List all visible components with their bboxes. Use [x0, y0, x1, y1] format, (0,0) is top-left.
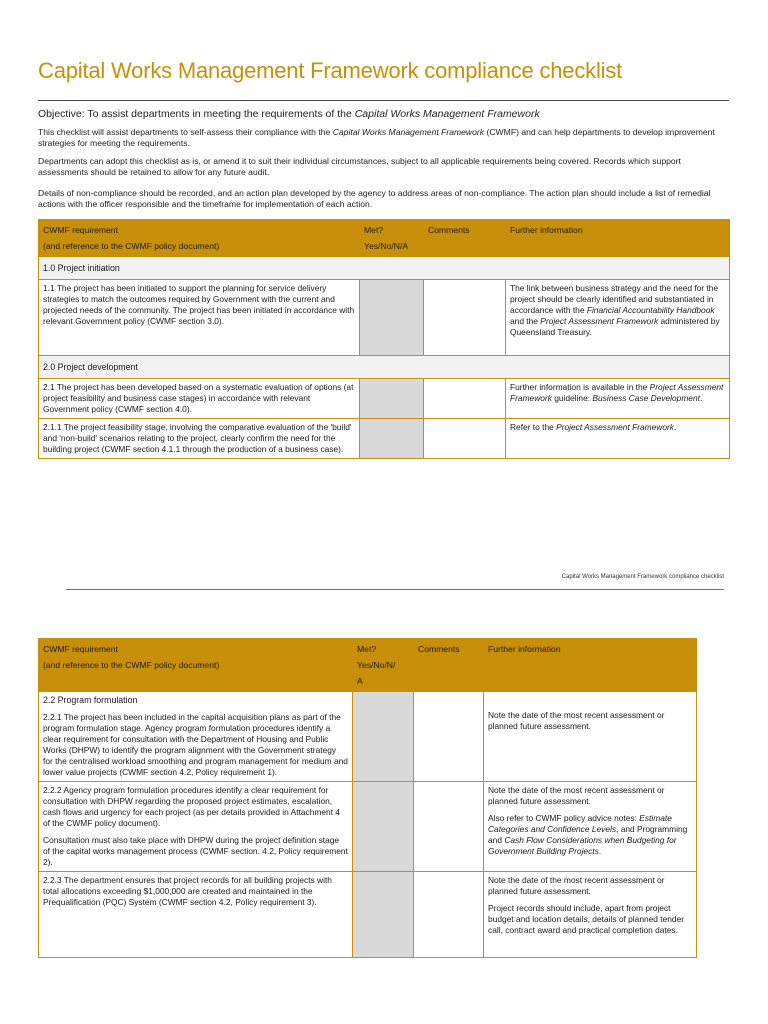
checklist-table-1 — [38, 219, 730, 459]
section-project-development: 2.0 Project development — [39, 356, 730, 379]
header-requirement-title: CWMF requirement — [43, 644, 118, 654]
comments-cell[interactable] — [424, 379, 506, 419]
table-header-row — [39, 220, 730, 257]
header-further-information: Further information — [506, 220, 730, 257]
info-text: Further information is available in the — [510, 382, 650, 392]
header-requirement-subtitle: (and reference to the CWMF policy document) — [43, 660, 220, 670]
running-header-rule — [66, 589, 724, 590]
header-met-options: Yes/No/N/A — [364, 241, 409, 251]
intro-paragraph-3: Details of non-compliance should be recorded, and an action plan developed by the agency to address areas of non-compliance. The action plan should include a list of remedial actions with the officer responsible and the timeframe for implementation of each action. — [38, 188, 711, 209]
comments-cell[interactable] — [424, 419, 506, 459]
requirement-cell: 1.1 The project has been initiated to support the planning for service delivery strategies to match the outcomes required by Government with the current and projected needs of the community. The project has been initiated in accordance with relevant Government policy (CWMF section 3.0). — [39, 280, 360, 356]
further-info-cell — [506, 379, 730, 419]
header-met-title: Met? — [357, 644, 377, 654]
info-italic: Project Assessment Framework — [556, 422, 674, 432]
info-italic: Financial Accountability Handbook — [586, 305, 715, 315]
table-row — [39, 280, 730, 356]
requirement-text: Consultation must also take place with DHPW during the project definition stage of the capital works management process (CWMF section. 4.2, Policy requirement 2). — [43, 835, 348, 867]
info-text: The link between business strategy and the need for the project should be clearly identified and substantiated in accordance with the — [510, 283, 719, 315]
info-text: and the — [510, 316, 541, 326]
table-header-row — [39, 639, 697, 692]
header-met-options-wrap: A — [357, 676, 363, 686]
comments-cell[interactable] — [414, 782, 484, 872]
checklist-table-2 — [38, 638, 697, 958]
header-requirement-title: CWMF requirement — [43, 225, 118, 235]
info-text: Note the date of the most recent assessment or planned future assessment. — [488, 785, 665, 806]
info-italic: Cash Flow Considerations when Budgeting for Government Building Projects — [488, 835, 677, 856]
intro-p1-text-b: (CWMF) and can help departments to develop improvement strategies for meeting the requirements. — [38, 127, 715, 148]
info-text: guideline: — [551, 393, 593, 403]
met-cell[interactable] — [353, 872, 414, 958]
met-cell[interactable] — [360, 419, 424, 459]
intro-p1-italic: Capital Works Management Framework — [332, 127, 485, 137]
further-info-cell — [484, 782, 697, 872]
header-further-information: Further information — [484, 639, 697, 692]
comments-cell[interactable] — [414, 692, 484, 782]
header-requirement — [39, 220, 360, 257]
info-text: Also refer to CWMF policy advice notes: — [488, 813, 640, 823]
met-cell[interactable] — [353, 692, 414, 782]
further-info-cell — [506, 419, 730, 459]
met-cell[interactable] — [360, 280, 424, 356]
comments-cell[interactable] — [414, 872, 484, 958]
intro-paragraph-1 — [38, 127, 728, 149]
further-info-cell — [484, 692, 697, 782]
requirement-text: 2.2.1 The project has been included in the capital acquisition plans as part of the program formulation stage. Agency program formulation procedures identify a clear requirement for consultation with the Department of Housing and Public Works (DHPW) to identify the program alignment with the Government strategy for the centralised workload smoothing and program management for medium and lower value projects (CWMF section 4.2, Policy requirement 1). — [43, 712, 348, 777]
objective-framework-name: Capital Works Management Framework — [354, 108, 540, 120]
info-text: . — [699, 393, 703, 403]
info-italic: Project Assessment Framework — [540, 316, 659, 326]
header-requirement — [39, 639, 353, 692]
table-row — [39, 419, 730, 459]
requirement-cell: 2.1.1 The project feasibility stage, involving the comparative evaluation of the 'build' and 'non-build' scenarios relating to the project, clearly confirm the need for the building project (CWMF section 4.1.1 through the production of a business case). — [39, 419, 360, 459]
info-text: . — [598, 846, 602, 856]
table-row — [39, 872, 697, 958]
section-program-formulation: 2.2 Program formulation — [43, 695, 138, 705]
info-text: administered by Queensland Treasury. — [510, 316, 720, 337]
info-text: . — [674, 422, 677, 432]
section-project-initiation: 1.0 Project initiation — [39, 257, 730, 280]
header-met — [353, 639, 414, 692]
header-comments: Comments — [424, 220, 506, 257]
info-italic: Project Assessment Framework — [510, 382, 724, 403]
objective-label: Objective: To assist departments in meeting the requirements of the — [38, 108, 355, 120]
section-row — [39, 257, 730, 280]
comments-cell[interactable] — [424, 280, 506, 356]
requirement-cell — [39, 782, 353, 872]
info-text: Note the date of the most recent assessment or planned future assessment. — [488, 875, 665, 896]
objective-line — [38, 108, 540, 120]
requirement-cell: 2.2.3 The department ensures that project records for all building projects with total allocations exceeding $1,000,000 are created and maintained in the Prequalification (PQC) System (CWMF section 4.2, Policy requirement 3). — [39, 872, 353, 958]
table-row — [39, 379, 730, 419]
header-met-title: Met? — [364, 225, 384, 235]
header-met-options: Yes/No/N/ — [357, 660, 396, 670]
header-met — [360, 220, 424, 257]
section-row — [39, 356, 730, 379]
info-paragraph — [488, 813, 692, 857]
info-italic: Estimate Categories and Confidence Levels — [488, 813, 672, 834]
met-cell[interactable] — [353, 782, 414, 872]
requirement-text: 2.2.2 Agency program formulation procedures identify a clear requirement for consultation with DHPW regarding the proposed project estimates, escalation, cash flows and urgency for each project (as per details provided in Attachment 4 of the CWMF policy document). — [43, 785, 341, 828]
requirement-cell: 2.1 The project has been developed based on a systematic evaluation of options (at project feasibility and business case stages) in accordance with relevant Government policy (CWMF section 4.0). — [39, 379, 360, 419]
title-divider — [38, 100, 729, 101]
intro-paragraph-2: Departments can adopt this checklist as is, or amend it to suit their individual circumstances, subject to all applicable requirements being covered. Records which support assessments should be retained to allow for any future audit. — [38, 156, 681, 177]
table-row — [39, 692, 697, 782]
met-cell[interactable] — [360, 379, 424, 419]
header-comments: Comments — [414, 639, 484, 692]
requirement-cell — [39, 692, 353, 782]
info-text: Note the date of the most recent assessment or planned future assessment. — [488, 710, 665, 731]
page-title: Capital Works Management Framework compliance checklist — [38, 58, 623, 83]
info-italic: Business Case Development — [592, 393, 700, 403]
further-info-cell — [484, 872, 697, 958]
info-text: Project records should include, apart from project budget and location details, details of planned tender call, contract award and practical completion dates. — [488, 903, 685, 935]
header-requirement-subtitle: (and reference to the CWMF policy document) — [43, 241, 220, 251]
table-row — [39, 782, 697, 872]
info-text: , and Programming and — [488, 824, 688, 845]
further-info-cell — [506, 280, 730, 356]
intro-p1-text-a: This checklist will assist departments to self-assess their compliance with the — [38, 127, 333, 137]
info-text: Refer to the — [510, 422, 557, 432]
running-header-title: Capital Works Management Framework compliance checklist — [561, 574, 724, 580]
